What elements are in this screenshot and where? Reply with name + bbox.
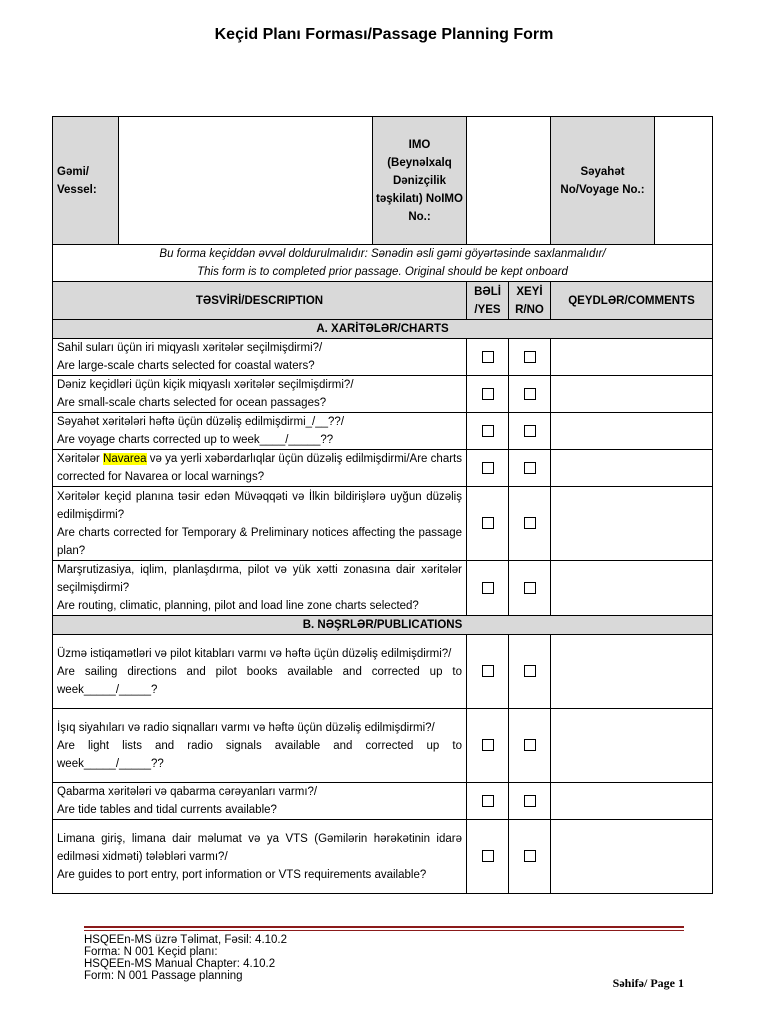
navarea-highlight: Navarea xyxy=(103,453,147,465)
section-a-header xyxy=(53,320,713,339)
row-description: Dəniz keçidləri üçün kiçik miqyaslı xəritələr seçilmişdirmi?/ Are small-scale charts selected for ocean passages? xyxy=(53,376,467,413)
row-description: Qabarma xəritələri və qabarma cərəyanları varmı?/ Are tide tables and tidal currents available? xyxy=(53,783,467,820)
row-description: Marşrutizasiya, iqlim, planlaşdırma, pilot və yük xətti zonasına dair xəritələr seçilmişdirmi? Are routing, climatic, planning, pilot and load line zone charts selected? xyxy=(53,561,467,616)
footer-divider xyxy=(84,926,684,928)
table-row xyxy=(53,783,713,820)
section-b-title: B. NƏŞRLƏR/PUBLICATIONS xyxy=(53,616,713,635)
row-description: Xəritələr keçid planına təsir edən Müvəqqəti və İlkin bildirişlərə uyğun düzəliş edilmişdirmi? Are charts corrected for Temporary & Preliminary notices affecting the passage plan? xyxy=(53,487,467,561)
note-en: This form is to completed prior passage. Original should be kept onboard xyxy=(197,266,568,278)
table-row xyxy=(53,339,713,376)
imo-field[interactable] xyxy=(467,117,551,245)
yes-header: BƏLİ /YES xyxy=(467,282,509,320)
comments-cell[interactable] xyxy=(551,709,713,783)
no-checkbox[interactable] xyxy=(524,462,536,474)
comments-cell[interactable] xyxy=(551,783,713,820)
yes-checkbox[interactable] xyxy=(482,739,494,751)
vessel-info-row xyxy=(53,117,713,245)
row-description: Limana giriş, limana dair məlumat və ya VTS (Gəmilərin hərəkətinin idarə edilməsi xidməti) tələbləri varmı?/ Are guides to port entry, port information or VTS requirements available? xyxy=(53,820,467,894)
no-checkbox[interactable] xyxy=(524,795,536,807)
column-header-row xyxy=(53,282,713,320)
yes-checkbox[interactable] xyxy=(482,388,494,400)
comments-cell[interactable] xyxy=(551,413,713,450)
no-checkbox[interactable] xyxy=(524,665,536,677)
voyage-label: Səyahət No/Voyage No.: xyxy=(551,117,655,245)
footer-line: HSQEEn-MS Manual Chapter: 4.10.2 xyxy=(84,958,276,970)
table-row xyxy=(53,709,713,783)
comments-header: QEYDLƏR/COMMENTS xyxy=(551,282,713,320)
footer-line: HSQEEn-MS üzrə Təlimat, Fəsil: 4.10.2 xyxy=(84,934,288,946)
footer-divider-thin xyxy=(84,930,684,931)
description-header: TƏSVİRİ/DESCRIPTION xyxy=(53,282,467,320)
passage-planning-table xyxy=(52,116,713,894)
comments-cell[interactable] xyxy=(551,820,713,894)
yes-checkbox[interactable] xyxy=(482,517,494,529)
no-checkbox[interactable] xyxy=(524,425,536,437)
vessel-field[interactable] xyxy=(119,117,373,245)
comments-cell[interactable] xyxy=(551,561,713,616)
comments-cell[interactable] xyxy=(551,450,713,487)
imo-label: IMO (Beynəlxalq Dənizçilik təşkilatı) NoIMO No.: xyxy=(373,117,467,245)
row-text-before: Xəritələr xyxy=(57,453,104,465)
no-header: XEYİ R/NO xyxy=(509,282,551,320)
table-row xyxy=(53,376,713,413)
vessel-label: Gəmi/ Vessel: xyxy=(53,117,119,245)
yes-checkbox[interactable] xyxy=(482,665,494,677)
yes-checkbox[interactable] xyxy=(482,425,494,437)
table-row xyxy=(53,820,713,894)
page-title: Keçid Planı Forması/Passage Planning Form xyxy=(214,26,554,43)
yes-checkbox[interactable] xyxy=(482,850,494,862)
table-row xyxy=(53,413,713,450)
footer-line: Forma: N 001 Keçid planı: xyxy=(84,946,218,958)
note-az: Bu forma keçiddən əvvəl doldurulmalıdır: Sənədin əsli gəmi göyərtəsinde saxlanmalıdır/ xyxy=(159,248,606,260)
footer-line: Form: N 001 Passage planning xyxy=(84,970,243,982)
table-row xyxy=(53,450,713,487)
row-description: Sahil suları üçün iri miqyaslı xəritələr seçilmişdirmi?/ Are large-scale charts selected for coastal waters? xyxy=(53,339,467,376)
row-description: İşıq siyahıları və radio siqnalları varmı və həftə üçün düzəliş edilmişdirmi?/ Are light lists and radio signals available and corrected up to week_____/_____?? xyxy=(53,709,467,783)
no-checkbox[interactable] xyxy=(524,388,536,400)
no-checkbox[interactable] xyxy=(524,351,536,363)
comments-cell[interactable] xyxy=(551,635,713,709)
row-description xyxy=(53,450,467,487)
comments-cell[interactable] xyxy=(551,376,713,413)
no-checkbox[interactable] xyxy=(524,850,536,862)
yes-checkbox[interactable] xyxy=(482,351,494,363)
footer xyxy=(84,934,287,982)
no-checkbox[interactable] xyxy=(524,582,536,594)
table-row xyxy=(53,635,713,709)
row-description: Üzmə istiqamətləri və pilot kitabları varmı və həftə üçün düzəliş edilmişdirmi?/ Are sailing directions and pilot books available and corrected up to week_____/_____? xyxy=(53,635,467,709)
comments-cell[interactable] xyxy=(551,487,713,561)
yes-checkbox[interactable] xyxy=(482,795,494,807)
no-checkbox[interactable] xyxy=(524,739,536,751)
yes-checkbox[interactable] xyxy=(482,582,494,594)
row-description: Səyahət xəritələri həftə üçün düzəliş edilmişdirmi_/__??/ Are voyage charts corrected up to week____/_____?? xyxy=(53,413,467,450)
page-number: Səhifə/ Page 1 xyxy=(612,976,684,990)
section-a-title: A. XARİTƏLƏR/CHARTS xyxy=(53,320,713,339)
table-row xyxy=(53,561,713,616)
voyage-field[interactable] xyxy=(655,117,713,245)
note-row xyxy=(53,245,713,282)
section-b-header xyxy=(53,616,713,635)
yes-checkbox[interactable] xyxy=(482,462,494,474)
no-checkbox[interactable] xyxy=(524,517,536,529)
comments-cell[interactable] xyxy=(551,339,713,376)
row-text-after: və ya yerli xəbərdarlıqlar üçün düzəliş edilmişdirmi/Are charts corrected for Navarea or local warnings? xyxy=(57,453,462,483)
table-row xyxy=(53,487,713,561)
